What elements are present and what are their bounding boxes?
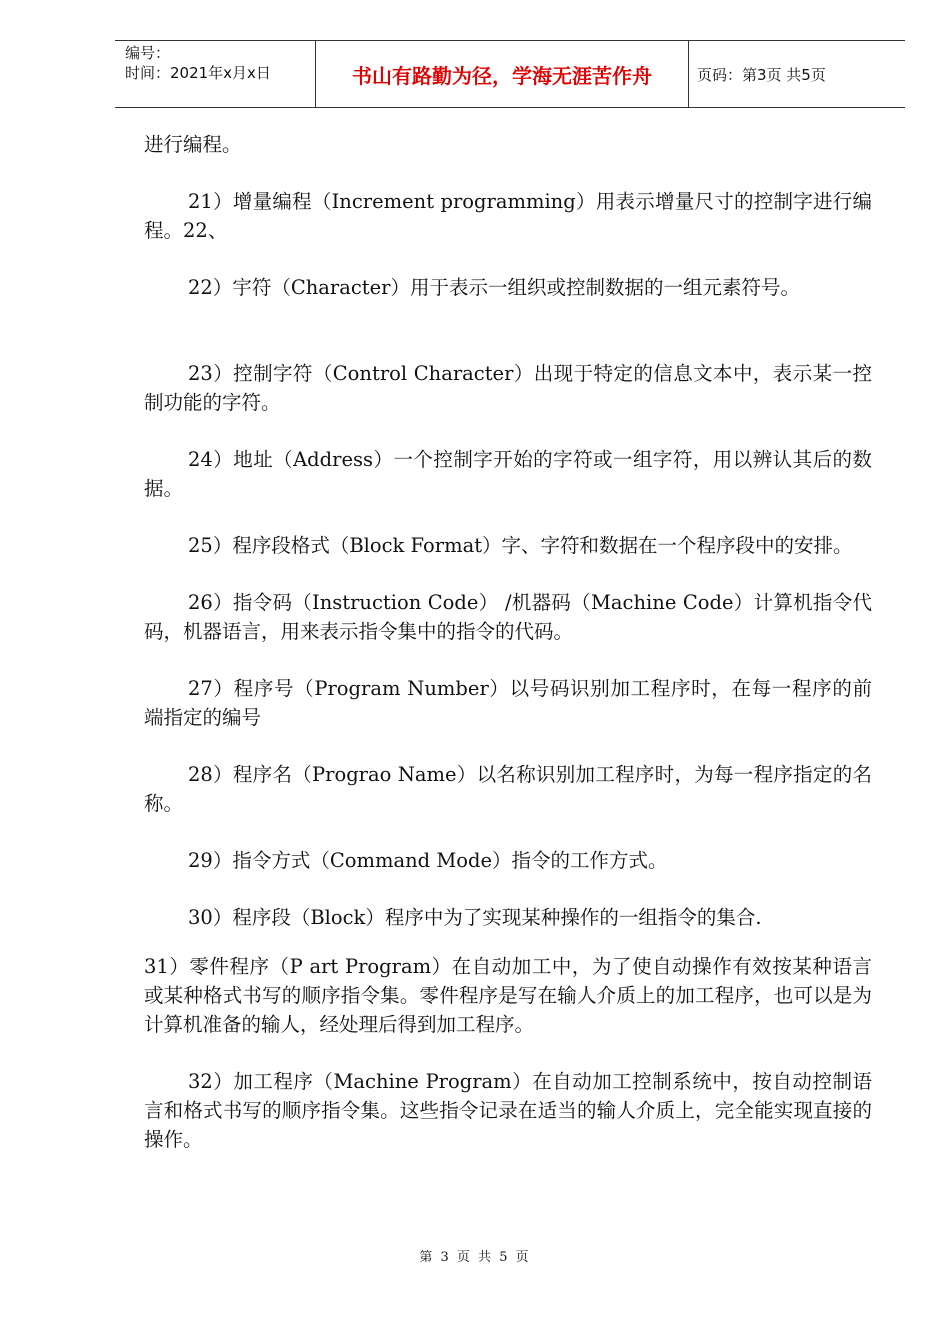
paragraph-21: 21）增量编程（Increment programming）用表示增量尺寸的控制字进行编程。22、 bbox=[144, 190, 872, 242]
paragraph-29: 29）指令方式（Command Mode）指令的工作方式。 bbox=[188, 849, 668, 872]
paragraph-23: 23）控制字符（Control Character）出现于特定的信息文本中，表示某一控制功能的字符。 bbox=[144, 362, 872, 414]
page-header bbox=[115, 40, 905, 108]
page-footer: 第 3 页 共 5 页 bbox=[419, 1250, 531, 1265]
paragraph-26: 26）指令码（Instruction Code） /机器码（Machine Code）计算机指令代码，机器语言，用来表示指令集中的指令的代码。 bbox=[144, 591, 872, 643]
document-body bbox=[144, 130, 872, 1154]
paragraph-27: 27）程序号（Program Number）以号码识别加工程序时，在每一程序的前端指定的编号 bbox=[144, 677, 872, 729]
header-motto: 书山有路勤为径，学海无涯苦作舟 bbox=[315, 41, 689, 107]
paragraph-30: 30）程序段（Block）程序中为了实现某种操作的一组指令的集合. bbox=[188, 906, 762, 929]
header-meta bbox=[115, 41, 315, 107]
doc-number-label: 编号： bbox=[125, 44, 171, 62]
paragraph-24: 24）地址（Address）一个控制字开始的字符或一组字符，用以辨认其后的数据。 bbox=[144, 448, 872, 500]
paragraph-32: 32）加工程序（Machine Program）在自动加工控制系统中，按自动控制语言和格式书写的顺序指令集。这些指令记录在适当的输人介质上，完全能实现直接的操作。 bbox=[144, 1070, 872, 1151]
paragraph-22: 22）宇符（Character）用于表示一组织或控制数据的一组元素符号。 bbox=[188, 276, 800, 299]
paragraph-25: 25）程序段格式（Block Format）字、字符和数据在一个程序段中的安排。 bbox=[188, 534, 853, 557]
paragraph-31: 31）零件程序（P art Program）在自动加工中，为了使自动操作有效按某种语言或某种格式书写的顺序指令集。零件程序是写在输人介质上的加工程序，也可以是为计算机准备的输人，经处理后得到加工程序。 bbox=[144, 955, 872, 1036]
paragraph-28: 28）程序名（Prograo Name）以名称识别加工程序时，为每一程序指定的名称。 bbox=[144, 763, 872, 815]
header-page-number: 页码：第3页 共5页 bbox=[697, 65, 826, 84]
paragraph-0: 进行编程。 bbox=[144, 133, 242, 156]
doc-date-label: 时间：2021年x月x日 bbox=[125, 64, 271, 82]
